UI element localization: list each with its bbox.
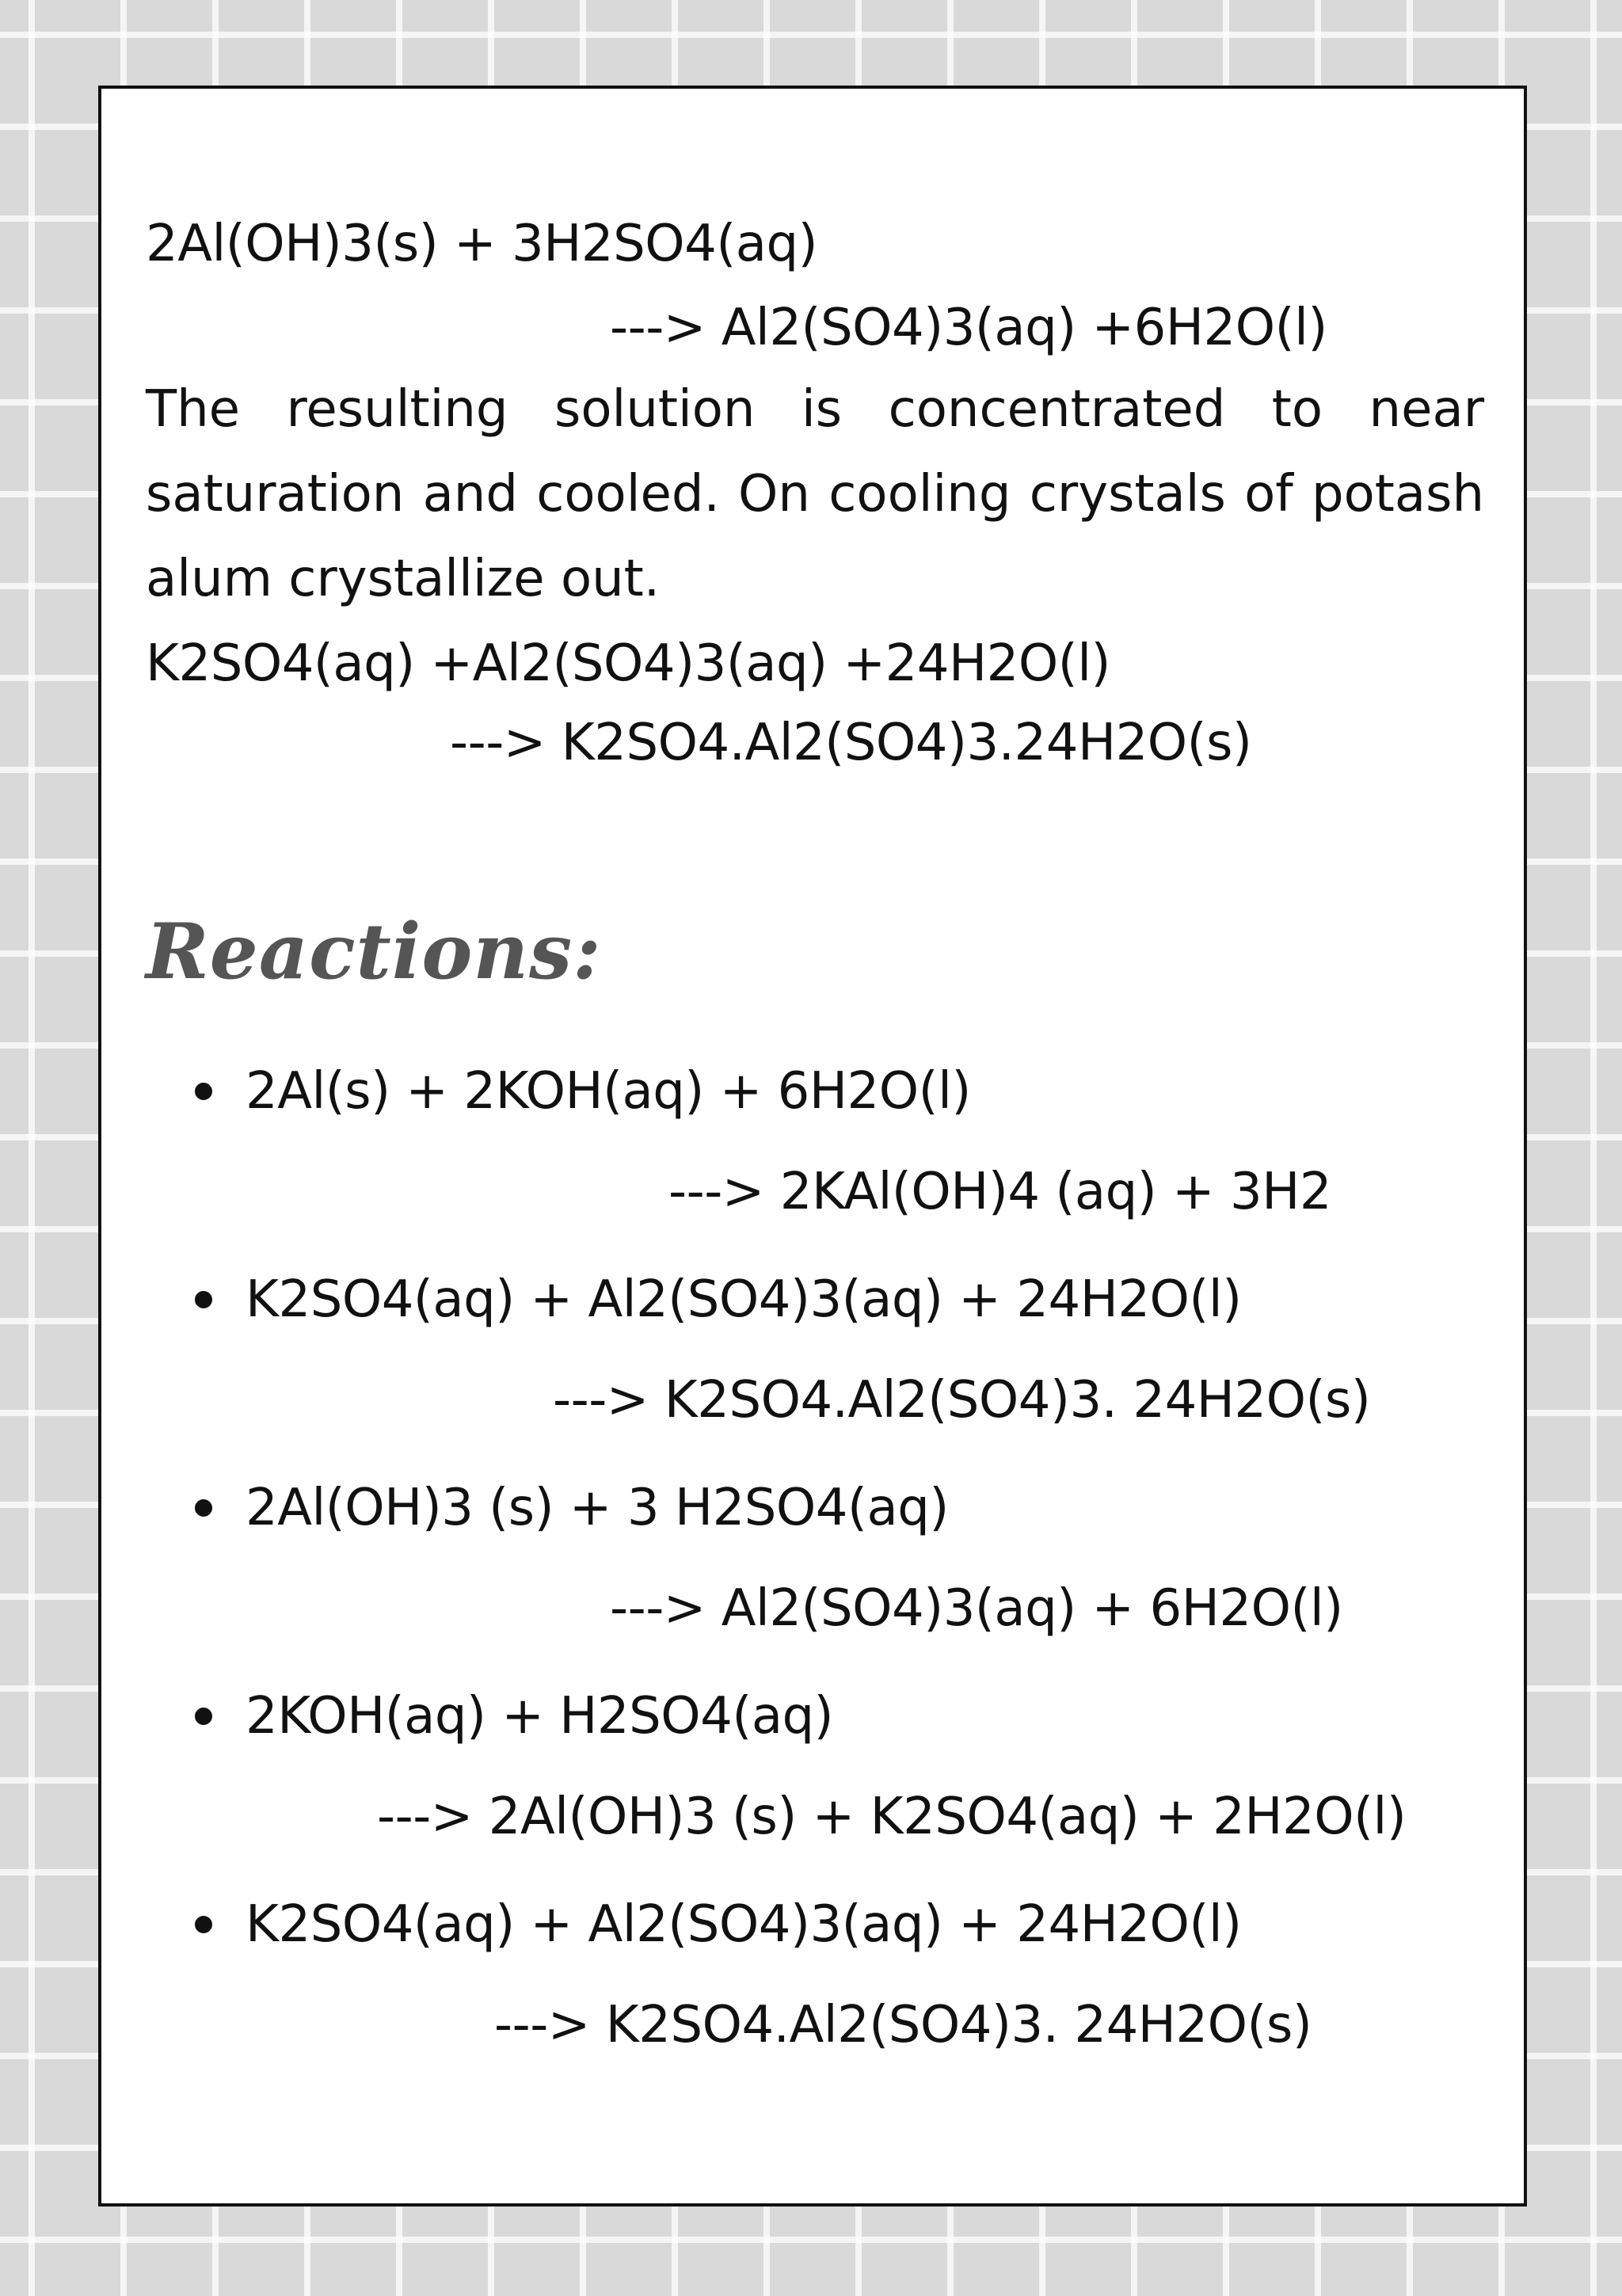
reaction-reactants: 2KOH(aq) + H2SO4(aq)	[246, 1687, 834, 1746]
equation-1-reactants: 2Al(OH)3(s) + 3H2SO4(aq)	[146, 215, 818, 273]
reaction-products: ---> K2SO4.Al2(SO4)3. 24H2O(s)	[494, 1996, 1312, 2054]
reaction-reactants: 2Al(s) + 2KOH(aq) + 6H2O(l)	[246, 1062, 971, 1121]
bullet-icon	[195, 1083, 212, 1100]
reaction-reactants: K2SO4(aq) + Al2(SO4)3(aq) + 24H2O(l)	[246, 1270, 1242, 1329]
document-card	[98, 86, 1527, 2207]
bullet-icon	[195, 1499, 212, 1517]
reaction-products: ---> 2KAl(OH)4 (aq) + 3H2	[668, 1163, 1332, 1221]
reactions-heading: Reactions:	[146, 907, 602, 996]
bullet-icon	[195, 1708, 212, 1725]
intro-paragraph: The resulting solution is concentrated to near saturation and cooled. On cooling crystals of potash alum crystallize out.	[146, 380, 1484, 608]
reaction-products: ---> Al2(SO4)3(aq) + 6H2O(l)	[610, 1579, 1343, 1638]
equation-2-products: ---> K2SO4.Al2(SO4)3.24H2O(s)	[450, 714, 1252, 772]
equation-2-reactants: K2SO4(aq) +Al2(SO4)3(aq) +24H2O(l)	[146, 634, 1110, 693]
reaction-products: ---> K2SO4.Al2(SO4)3. 24H2O(s)	[553, 1371, 1371, 1430]
reaction-products: ---> 2Al(OH)3 (s) + K2SO4(aq) + 2H2O(l)	[377, 1788, 1407, 1846]
reaction-reactants: 2Al(OH)3 (s) + 3 H2SO4(aq)	[246, 1479, 949, 1537]
bullet-icon	[195, 1916, 212, 1933]
equation-1-products: ---> Al2(SO4)3(aq) +6H2O(l)	[610, 299, 1327, 357]
reaction-reactants: K2SO4(aq) + Al2(SO4)3(aq) + 24H2O(l)	[246, 1895, 1242, 1954]
bullet-icon	[195, 1291, 212, 1308]
